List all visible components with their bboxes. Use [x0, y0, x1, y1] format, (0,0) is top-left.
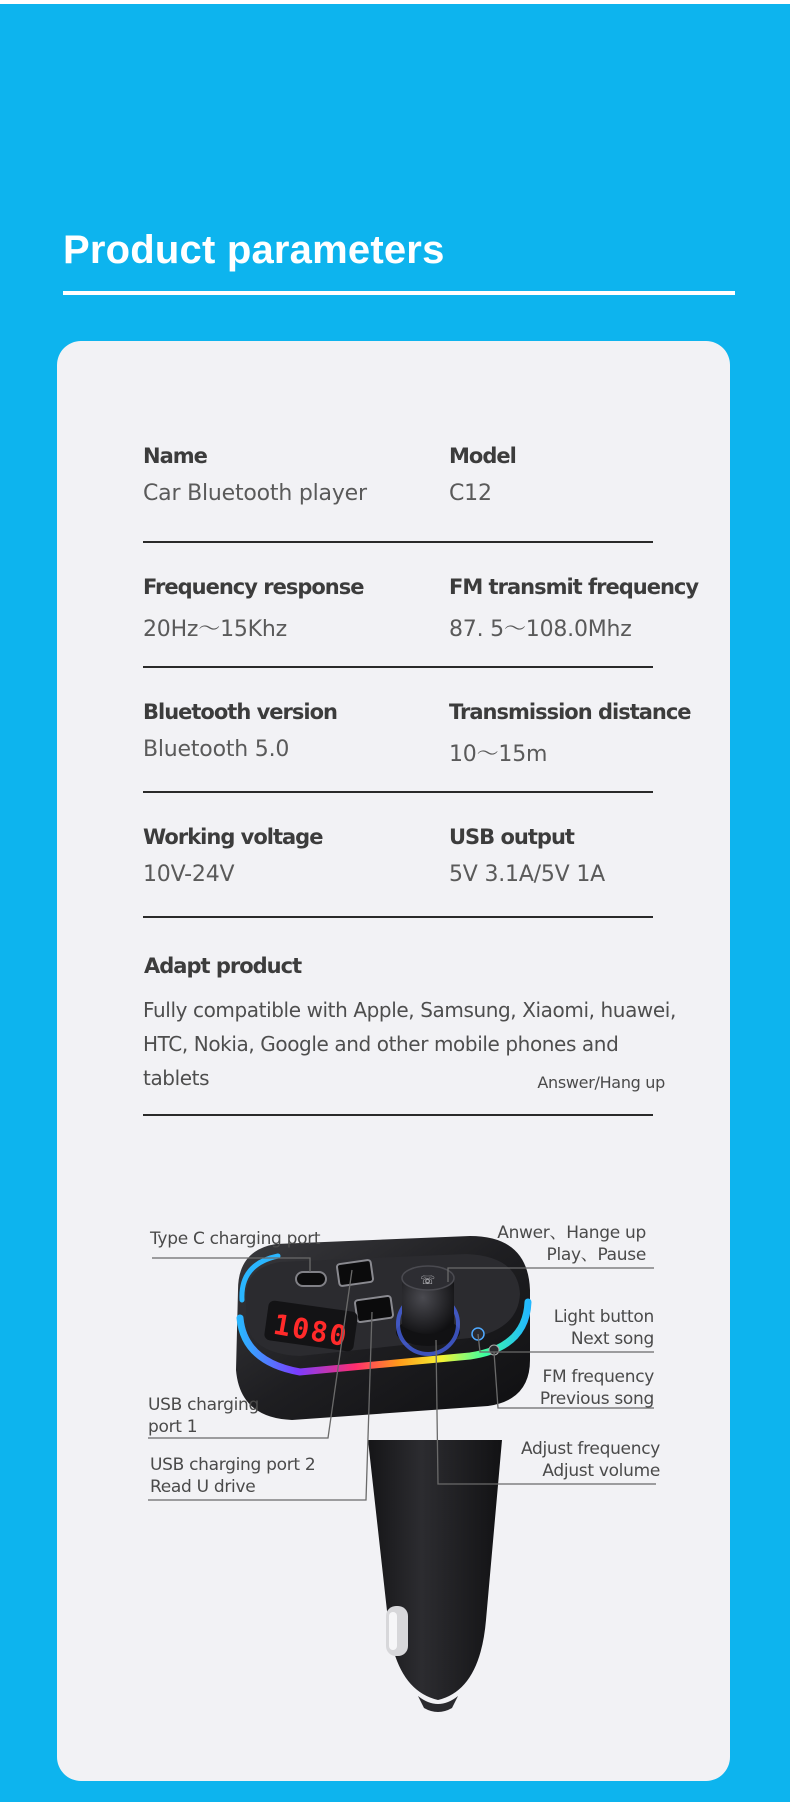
param-label: Adapt product [144, 954, 302, 978]
callout-knob [497, 1222, 646, 1266]
callout-line: port 1 [148, 1417, 198, 1437]
led-display-digits: 1080 [270, 1307, 351, 1354]
param-label: Bluetooth version [143, 700, 337, 724]
callout-line: Read U drive [150, 1477, 256, 1497]
callout-type-c: Type C charging port [150, 1229, 321, 1249]
param-value: 20Hz～15Khz [143, 617, 287, 642]
callout-line: Previous song [539, 1389, 654, 1409]
param-value: 10V-24V [143, 862, 235, 887]
param-label: Transmission distance [449, 700, 691, 724]
usb-port-1 [337, 1260, 374, 1287]
callout-usb1 [148, 1394, 259, 1438]
callout-usb2 [150, 1454, 315, 1498]
param-label: Model [449, 444, 516, 468]
charger-stem [368, 1440, 502, 1700]
callout-line: Adjust volume [542, 1461, 660, 1481]
callout-line: Anwer、Hange up [497, 1223, 646, 1243]
param-label: Frequency response [143, 575, 364, 599]
param-value: 87. 5～108.0Mhz [449, 617, 632, 642]
param-value: 10～15m [449, 742, 548, 767]
adapt-description: Fully compatible with Apple, Samsung, Xiaomi, huawei, HTC, Nokia, Google and other mobile phones and tablets [143, 998, 676, 1090]
callout-line: USB charging [148, 1395, 260, 1415]
callout-line: Play、Pause [546, 1245, 646, 1265]
callout-line: USB charging port 2 [150, 1455, 316, 1475]
param-label: USB output [449, 825, 574, 849]
param-value: Bluetooth 5.0 [143, 737, 290, 762]
param-value: C12 [449, 481, 492, 506]
callout-line: Light button [553, 1307, 654, 1327]
param-label: Working voltage [143, 825, 323, 849]
param-label: FM transmit frequency [449, 575, 699, 599]
page-title: Product parameters [63, 228, 445, 272]
callout-light [554, 1306, 654, 1350]
answer-note: Answer/Hang up [537, 1073, 665, 1092]
svg-text:☏: ☏ [420, 1273, 436, 1287]
type-c-port [296, 1272, 326, 1286]
callout-fm [540, 1366, 654, 1410]
usb-port-2 [355, 1296, 394, 1323]
callout-adjust [521, 1438, 660, 1482]
callout-line: Adjust frequency [520, 1439, 660, 1459]
param-value: 5V 3.1A/5V 1A [449, 862, 605, 887]
param-label: Name [143, 444, 207, 468]
callout-line: FM frequency [542, 1367, 654, 1387]
callout-line: Next song [570, 1329, 654, 1349]
param-value: Car Bluetooth player [143, 481, 367, 506]
